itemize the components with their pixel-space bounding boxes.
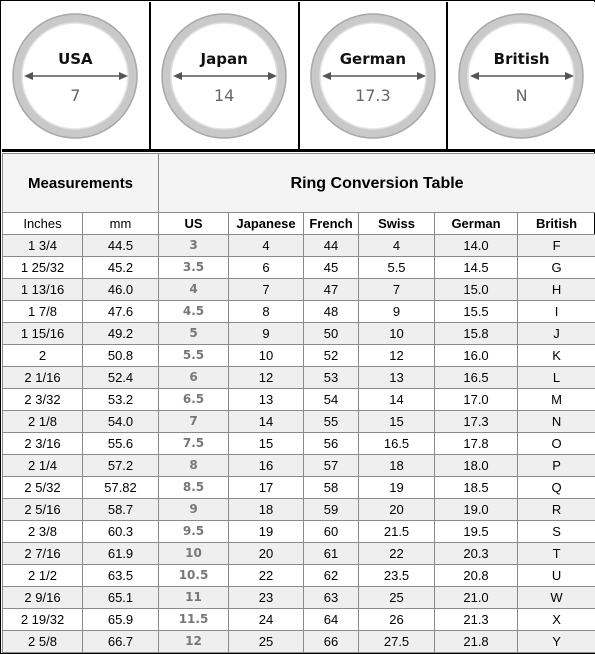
table-cell: 22 [359,543,435,565]
table-cell: 7 [229,279,304,301]
table-row [3,279,595,301]
column-header: French [304,213,359,235]
table-cell: 16.0 [435,345,518,367]
table-cell: 11.5 [159,609,229,631]
table-cell: 20.8 [435,565,518,587]
table-cell: 2 3/8 [3,521,83,543]
ring-icon [151,2,298,149]
table-cell: 60.3 [83,521,159,543]
table-cell: G [518,257,595,279]
table-row [3,565,595,587]
table-cell: L [518,367,595,389]
table-cell: F [518,235,595,257]
table-cell: 22 [229,565,304,587]
table-cell: W [518,587,595,609]
table-row [3,301,595,323]
ring-icon [300,2,447,149]
table-cell: 1 7/8 [3,301,83,323]
table-cell: 2 9/16 [3,587,83,609]
table-cell: Q [518,477,595,499]
column-header: Japanese [229,213,304,235]
table-cell: 13 [229,389,304,411]
table-cell: 17.3 [435,411,518,433]
table-cell: 16.5 [359,433,435,455]
table-cell: 9.5 [159,521,229,543]
table-cell: 52.4 [83,367,159,389]
column-header: Inches [3,213,83,235]
table-cell: 59 [304,499,359,521]
table-cell: 2 1/2 [3,565,83,587]
table-cell: 7 [359,279,435,301]
column-header: US [159,213,229,235]
table-cell: 2 3/16 [3,433,83,455]
table-row [3,631,595,653]
table-cell: 2 3/32 [3,389,83,411]
table-cell: 1 15/16 [3,323,83,345]
table-cell: 57 [304,455,359,477]
table-cell: 15.8 [435,323,518,345]
table-row [3,521,595,543]
table-cell: 5.5 [159,345,229,367]
table-cell: 4 [359,235,435,257]
table-cell: 18.0 [435,455,518,477]
table-cell: 61.9 [83,543,159,565]
table-cell: 48 [304,301,359,323]
table-cell: 19.0 [435,499,518,521]
table-cell: 53.2 [83,389,159,411]
table-cell: 4.5 [159,301,229,323]
table-cell: 58.7 [83,499,159,521]
table-cell: 6.5 [159,389,229,411]
table-cell: 8.5 [159,477,229,499]
table-cell: 66.7 [83,631,159,653]
table-cell: 15 [359,411,435,433]
table-cell: 21.5 [359,521,435,543]
table-cell: 10 [359,323,435,345]
table-cell: 65.1 [83,587,159,609]
table-cell: 18.5 [435,477,518,499]
table-cell: 17.8 [435,433,518,455]
table-cell: 13 [359,367,435,389]
ring-label: USA [58,50,93,68]
table-cell: 10 [159,543,229,565]
table-cell: 5 [159,323,229,345]
table-cell: 2 5/16 [3,499,83,521]
table-cell: I [518,301,595,323]
table-cell: 58 [304,477,359,499]
table-cell: 53 [304,367,359,389]
table-cell: 11 [159,587,229,609]
table-cell: 57.82 [83,477,159,499]
table-row [3,411,595,433]
table-cell: 55.6 [83,433,159,455]
table-cell: 61 [304,543,359,565]
ring-japan [151,2,298,149]
table-cell: 19.5 [435,521,518,543]
table-cell: K [518,345,595,367]
table-cell: 45 [304,257,359,279]
table-cell: 18 [359,455,435,477]
table-row [3,433,595,455]
table-cell: 57.2 [83,455,159,477]
ring-icon [448,2,595,149]
table-cell: 12 [159,631,229,653]
table-cell: 21.3 [435,609,518,631]
table-cell: 23.5 [359,565,435,587]
table-cell: 17 [229,477,304,499]
table-cell: 12 [229,367,304,389]
table-row [3,367,595,389]
table-cell: 64 [304,609,359,631]
ring-label: German [339,50,407,68]
table-cell: 25 [359,587,435,609]
ring-label: British [493,50,550,68]
ring-german [300,2,447,149]
table-cell: 1 3/4 [3,235,83,257]
ring-size: 17.3 [355,86,391,105]
table-cell: 47 [304,279,359,301]
table-cell: 9 [159,499,229,521]
table-cell: 24 [229,609,304,631]
table-cell: 1 25/32 [3,257,83,279]
table-cell: 8 [229,301,304,323]
table-cell: 65.9 [83,609,159,631]
table-cell: 2 1/8 [3,411,83,433]
table-row [3,587,595,609]
table-cell: O [518,433,595,455]
table-cell: 52 [304,345,359,367]
table-cell: 44 [304,235,359,257]
column-header: mm [83,213,159,235]
table-cell: 16 [229,455,304,477]
table-cell: 50 [304,323,359,345]
table-cell: N [518,411,595,433]
table-cell: 14.0 [435,235,518,257]
table-cell: X [518,609,595,631]
table-cell: 7.5 [159,433,229,455]
table-cell: 66 [304,631,359,653]
table-cell: 62 [304,565,359,587]
column-header-row [3,213,595,235]
measurements-header: Measurements [3,154,159,213]
table-cell: 18 [229,499,304,521]
table-row [3,609,595,631]
table-row [3,257,595,279]
conversion-table [2,153,595,653]
table-cell: 56 [304,433,359,455]
table-cell: J [518,323,595,345]
table-cell: 63 [304,587,359,609]
table-row [3,543,595,565]
table-cell: 21.0 [435,587,518,609]
table-cell: 10 [229,345,304,367]
table-cell: 27.5 [359,631,435,653]
table-cell: 15.0 [435,279,518,301]
table-cell: 2 1/16 [3,367,83,389]
table-cell: 46.0 [83,279,159,301]
table-cell: 7 [159,411,229,433]
table-cell: 49.2 [83,323,159,345]
table-cell: 47.6 [83,301,159,323]
ring-icon [2,2,149,149]
ring-usa [2,2,149,149]
table-cell: 50.8 [83,345,159,367]
table-row [3,323,595,345]
table-cell: 44.5 [83,235,159,257]
table-cell: 16.5 [435,367,518,389]
table-cell: 20 [229,543,304,565]
conversion-table-wrapper [2,153,595,653]
table-row [3,455,595,477]
table-row [3,499,595,521]
ring-label: Japan [200,50,248,68]
table-cell: 19 [359,477,435,499]
ring-size: N [515,86,528,105]
table-row [3,389,595,411]
table-cell: 26 [359,609,435,631]
table-cell: 12 [359,345,435,367]
table-cell: 21.8 [435,631,518,653]
table-row [3,235,595,257]
table-cell: H [518,279,595,301]
table-cell: 2 19/32 [3,609,83,631]
table-row [3,477,595,499]
table-cell: 25 [229,631,304,653]
table-cell: 54 [304,389,359,411]
table-title: Ring Conversion Table [159,154,595,213]
table-row [3,345,595,367]
table-cell: 60 [304,521,359,543]
table-cell: 2 1/4 [3,455,83,477]
column-header: British [518,213,595,235]
table-cell: 3.5 [159,257,229,279]
table-cell: 17.0 [435,389,518,411]
table-cell: Y [518,631,595,653]
table-cell: 19 [229,521,304,543]
table-cell: 14 [229,411,304,433]
table-cell: 1 13/16 [3,279,83,301]
table-cell: 20 [359,499,435,521]
table-cell: 8 [159,455,229,477]
table-cell: 45.2 [83,257,159,279]
table-cell: 54.0 [83,411,159,433]
table-cell: U [518,565,595,587]
table-cell: 55 [304,411,359,433]
table-cell: 2 [3,345,83,367]
table-cell: 10.5 [159,565,229,587]
table-cell: 9 [229,323,304,345]
ring-size: 14 [213,86,235,105]
table-cell: P [518,455,595,477]
table-header-row [3,154,595,213]
table-cell: 4 [229,235,304,257]
table-cell: S [518,521,595,543]
table-cell: 14.5 [435,257,518,279]
table-cell: 9 [359,301,435,323]
column-header: German [435,213,518,235]
table-cell: 4 [159,279,229,301]
table-cell: 5.5 [359,257,435,279]
column-header: Swiss [359,213,435,235]
ring-size: 7 [70,86,81,105]
table-cell: 2 5/8 [3,631,83,653]
table-cell: M [518,389,595,411]
ring-illustrations [2,2,595,152]
table-cell: 14 [359,389,435,411]
table-cell: 15 [229,433,304,455]
table-cell: 63.5 [83,565,159,587]
table-cell: T [518,543,595,565]
table-cell: 23 [229,587,304,609]
table-cell: R [518,499,595,521]
ring-british [448,2,595,149]
table-cell: 6 [159,367,229,389]
table-cell: 3 [159,235,229,257]
table-cell: 2 5/32 [3,477,83,499]
table-body [3,235,595,653]
table-cell: 2 7/16 [3,543,83,565]
table-cell: 6 [229,257,304,279]
table-cell: 20.3 [435,543,518,565]
table-cell: 15.5 [435,301,518,323]
